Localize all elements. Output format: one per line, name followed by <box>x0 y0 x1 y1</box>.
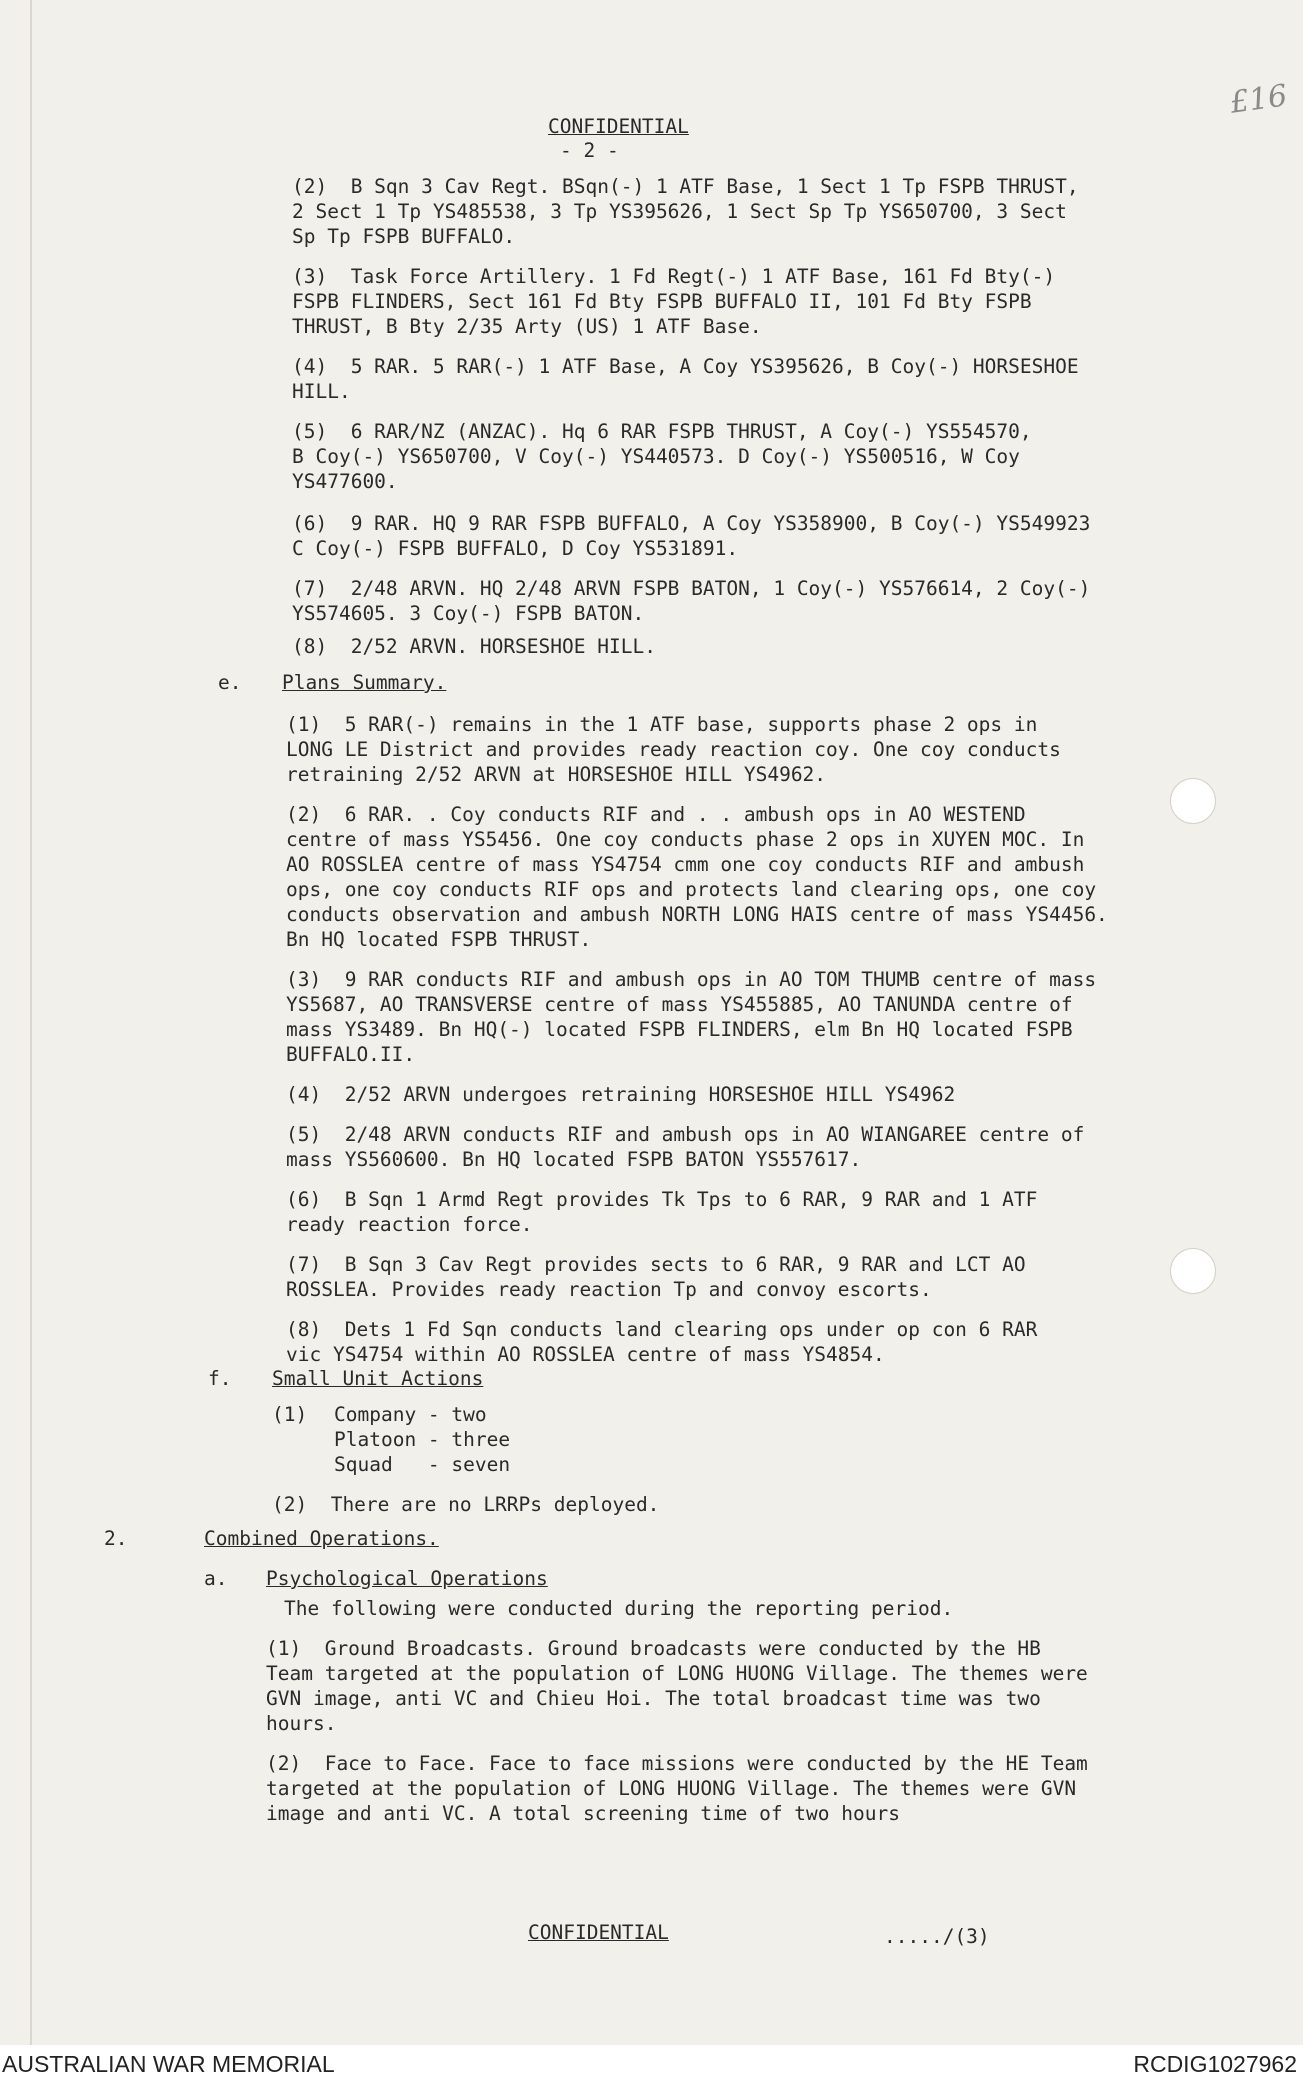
section-heading: Psychological Operations <box>266 1567 548 1590</box>
text-line: (1) Ground Broadcasts. Ground broadcasts were conducted by the HB <box>266 1637 1041 1660</box>
section-heading: Small Unit Actions <box>272 1367 484 1390</box>
text-line: (5) 2/48 ARVN conducts RIF and ambush ops in AO WIANGAREE centre of <box>286 1123 1085 1146</box>
text-line: targeted at the population of LONG HUONG Village. The themes were GVN <box>266 1777 1077 1800</box>
page-number: - 2 - <box>560 139 619 162</box>
text-line: YS5687, AO TRANSVERSE centre of mass YS455885, AO TANUNDA centre of <box>286 993 1073 1016</box>
section-letter: f. <box>208 1367 232 1390</box>
text-line: hours. <box>266 1712 337 1735</box>
text-line: Sp Tp FSPB BUFFALO. <box>292 225 516 248</box>
punch-hole <box>1170 778 1216 824</box>
text-line: BUFFALO.II. <box>286 1043 416 1066</box>
text-line: (3) 9 RAR conducts RIF and ambush ops in AO TOM THUMB centre of mass <box>286 968 1097 991</box>
text-line: (2) B Sqn 3 Cav Regt. BSqn(-) 1 ATF Base, 1 Sect 1 Tp FSPB THRUST, <box>292 175 1079 198</box>
text-line: Company - two <box>334 1403 487 1426</box>
punch-hole <box>1170 1248 1216 1294</box>
header-classification: CONFIDENTIAL <box>548 115 689 138</box>
text-line: image and anti VC. A total screening time of two hours <box>266 1802 900 1825</box>
text-line: B Coy(-) YS650700, V Coy(-) YS440573. D Coy(-) YS500516, W Coy <box>292 445 1020 468</box>
archive-name: AUSTRALIAN WAR MEMORIAL <box>2 2051 335 2077</box>
text-line: LONG LE District and provides ready reaction coy. One coy conducts <box>286 738 1061 761</box>
text-line: ready reaction force. <box>286 1213 533 1236</box>
page-edge-line <box>30 0 32 2045</box>
section-letter: a. <box>204 1567 228 1590</box>
text-line: Squad - seven <box>334 1453 511 1476</box>
text-line: (3) Task Force Artillery. 1 Fd Regt(-) 1 ATF Base, 161 Fd Bty(-) <box>292 265 1056 288</box>
text-line: 2 Sect 1 Tp YS485538, 3 Tp YS395626, 1 Sect Sp Tp YS650700, 3 Sect <box>292 200 1067 223</box>
margin-note: £16 <box>1227 78 1290 121</box>
text-line: (5) 6 RAR/NZ (ANZAC). Hq 6 RAR FSPB THRUST, A Coy(-) YS554570, <box>292 420 1032 443</box>
text-line: (2) 6 RAR. . Coy conducts RIF and . . ambush ops in AO WESTEND <box>286 803 1026 826</box>
section-heading: Combined Operations. <box>204 1527 439 1550</box>
text-line: C Coy(-) FSPB BUFFALO, D Coy YS531891. <box>292 537 739 560</box>
text-line: ops, one coy conducts RIF ops and protects land clearing ops, one coy <box>286 878 1097 901</box>
archive-id: RCDIG1027962 <box>1133 2051 1297 2077</box>
text-line: (2) There are no LRRPs deployed. <box>272 1493 660 1516</box>
text-line: (1) 5 RAR(-) remains in the 1 ATF base, supports phase 2 ops in <box>286 713 1038 736</box>
text-line: (8) Dets 1 Fd Sqn conducts land clearing ops under op con 6 RAR <box>286 1318 1038 1341</box>
text-line: YS574605. 3 Coy(-) FSPB BATON. <box>292 602 645 625</box>
text-line: centre of mass YS5456. One coy conducts phase 2 ops in XUYEN MOC. In <box>286 828 1085 851</box>
text-line: mass YS560600. Bn HQ located FSPB BATON YS557617. <box>286 1148 862 1171</box>
footer-classification: CONFIDENTIAL <box>528 1921 669 1944</box>
text-line: AO ROSSLEA centre of mass YS4754 cmm one coy conducts RIF and ambush <box>286 853 1085 876</box>
section-letter: e. <box>218 671 242 694</box>
text-line: retraining 2/52 ARVN at HORSESHOE HILL YS4962. <box>286 763 827 786</box>
text-line: Bn HQ located FSPB THRUST. <box>286 928 592 951</box>
text-line: The following were conducted during the reporting period. <box>284 1597 954 1620</box>
text-line: Team targeted at the population of LONG HUONG Village. The themes were <box>266 1662 1088 1685</box>
text-line: (4) 5 RAR. 5 RAR(-) 1 ATF Base, A Coy YS395626, B Coy(-) HORSESHOE <box>292 355 1079 378</box>
text-line: (7) B Sqn 3 Cav Regt provides sects to 6 RAR, 9 RAR and LCT AO <box>286 1253 1026 1276</box>
text-line: vic YS4754 within AO ROSSLEA centre of mass YS4854. <box>286 1343 885 1366</box>
text-line: (6) B Sqn 1 Armd Regt provides Tk Tps to 6 RAR, 9 RAR and 1 ATF <box>286 1188 1038 1211</box>
text-line: ROSSLEA. Provides ready reaction Tp and convoy escorts. <box>286 1278 932 1301</box>
text-line: Platoon - three <box>334 1428 511 1451</box>
text-line: FSPB FLINDERS, Sect 161 Fd Bty FSPB BUFFALO II, 101 Fd Bty FSPB <box>292 290 1032 313</box>
continuation-marker: ...../(3) <box>884 1925 990 1948</box>
text-line: mass YS3489. Bn HQ(-) located FSPB FLINDERS, elm Bn HQ located FSPB <box>286 1018 1073 1041</box>
text-line: conducts observation and ambush NORTH LONG HAIS centre of mass YS4456. <box>286 903 1108 926</box>
text-line: (8) 2/52 ARVN. HORSESHOE HILL. <box>292 635 656 658</box>
section-number: 2. <box>104 1527 128 1550</box>
text-line: (2) Face to Face. Face to face missions were conducted by the HE Team <box>266 1752 1088 1775</box>
text-line: (1) <box>272 1403 308 1426</box>
archive-footer <box>0 2045 1303 2082</box>
text-line: (7) 2/48 ARVN. HQ 2/48 ARVN FSPB BATON, 1 Coy(-) YS576614, 2 Coy(-) <box>292 577 1091 600</box>
text-line: (4) 2/52 ARVN undergoes retraining HORSESHOE HILL YS4962 <box>286 1083 956 1106</box>
text-line: HILL. <box>292 380 351 403</box>
text-line: YS477600. <box>292 470 398 493</box>
text-line: (6) 9 RAR. HQ 9 RAR FSPB BUFFALO, A Coy YS358900, B Coy(-) YS549923 <box>292 512 1091 535</box>
section-heading: Plans Summary. <box>282 671 447 694</box>
text-line: THRUST, B Bty 2/35 Arty (US) 1 ATF Base. <box>292 315 762 338</box>
text-line: GVN image, anti VC and Chieu Hoi. The total broadcast time was two <box>266 1687 1041 1710</box>
